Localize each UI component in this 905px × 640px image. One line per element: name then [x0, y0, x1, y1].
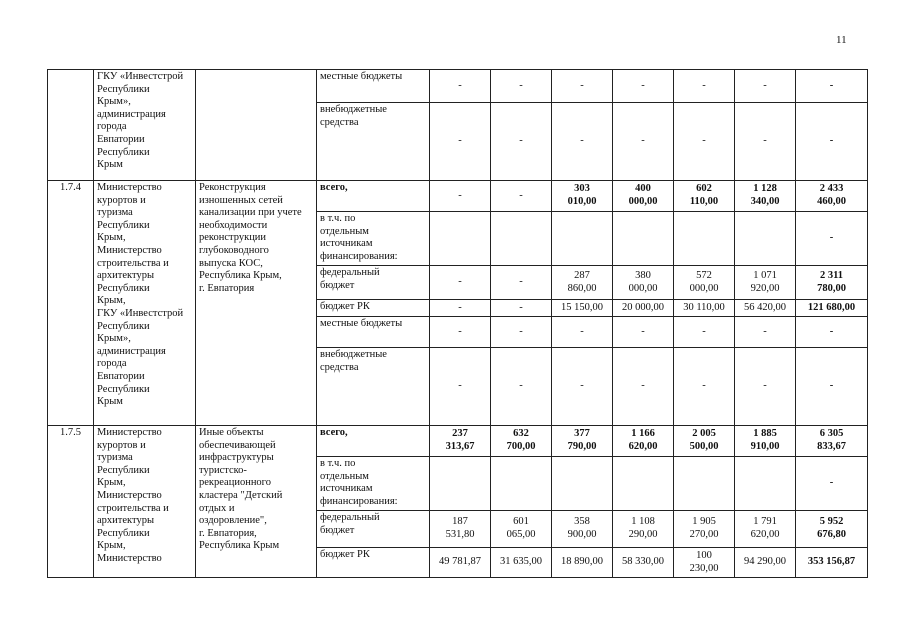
value-cell: 358 900,00 — [552, 511, 613, 548]
executor-cell: Министерство курортов и туризма Республики Крым, Министерство строительства и архитектуры Республики Крым, ГКУ «Инвестстрой Республики Крым», администрация города Евпатории Республики Крым — [94, 181, 196, 426]
value-cell: - — [735, 317, 796, 348]
value-cell: - — [674, 103, 735, 181]
index-cell: 1.7.4 — [48, 181, 94, 426]
value-cell: - — [430, 348, 491, 426]
source-label: бюджет РК — [317, 300, 430, 317]
total-cell: 2 433 460,00 — [796, 181, 868, 212]
value-cell: 100 230,00 — [674, 548, 735, 578]
value-cell: 602 110,00 — [674, 181, 735, 212]
value-cell: - — [430, 70, 491, 103]
funding-table — [47, 69, 868, 578]
page-number: 11 — [836, 34, 847, 46]
total-cell: - — [796, 317, 868, 348]
empty-cell — [430, 457, 491, 511]
total-cell: - — [796, 70, 868, 103]
empty-cell — [491, 457, 552, 511]
value-cell: - — [430, 317, 491, 348]
executor-cell: ГКУ «Инвестстрой Республики Крым», администрация города Евпатории Республики Крым — [94, 70, 196, 181]
index-cell: 1.7.5 — [48, 426, 94, 578]
value-cell: - — [491, 103, 552, 181]
value-cell: - — [491, 317, 552, 348]
object-cell: Реконструкция изношенных сетей канализации при учете необходимости реконструкции глубоководного выпуска КОС, Республика Крым, г. Евпатория — [196, 181, 317, 426]
value-cell: 237 313,67 — [430, 426, 491, 457]
source-label: федеральный бюджет — [317, 511, 430, 548]
value-cell: 572 000,00 — [674, 266, 735, 300]
value-cell: - — [674, 317, 735, 348]
value-cell: 1 791 620,00 — [735, 511, 796, 548]
empty-cell — [674, 457, 735, 511]
value-cell: 18 890,00 — [552, 548, 613, 578]
value-cell: - — [430, 266, 491, 300]
value-cell: - — [430, 300, 491, 317]
value-cell: 31 635,00 — [491, 548, 552, 578]
table-row — [48, 181, 868, 212]
value-cell: - — [552, 317, 613, 348]
value-cell: - — [491, 181, 552, 212]
empty-cell — [430, 212, 491, 266]
source-label: всего, — [317, 181, 430, 212]
value-cell: 303 010,00 — [552, 181, 613, 212]
value-cell: - — [430, 103, 491, 181]
empty-cell — [552, 457, 613, 511]
value-cell: - — [613, 317, 674, 348]
value-cell: 1 166 620,00 — [613, 426, 674, 457]
value-cell: 1 905 270,00 — [674, 511, 735, 548]
value-cell: - — [552, 103, 613, 181]
source-label: местные бюджеты — [317, 70, 430, 103]
value-cell: - — [552, 70, 613, 103]
total-cell: 2 311 780,00 — [796, 266, 868, 300]
total-cell: 353 156,87 — [796, 548, 868, 578]
value-cell: 380 000,00 — [613, 266, 674, 300]
value-cell: 601 065,00 — [491, 511, 552, 548]
total-cell: 6 305 833,67 — [796, 426, 868, 457]
source-label: в т.ч. по отдельным источникам финансирования: — [317, 457, 430, 511]
value-cell: - — [491, 300, 552, 317]
total-cell: 5 952 676,80 — [796, 511, 868, 548]
value-cell: - — [430, 181, 491, 212]
value-cell: - — [491, 266, 552, 300]
value-cell: - — [552, 348, 613, 426]
source-label: всего, — [317, 426, 430, 457]
source-label: бюджет РК — [317, 548, 430, 578]
value-cell: - — [613, 70, 674, 103]
total-cell: - — [796, 212, 868, 266]
value-cell: 287 860,00 — [552, 266, 613, 300]
value-cell: - — [491, 70, 552, 103]
value-cell: 187 531,80 — [430, 511, 491, 548]
value-cell: - — [735, 70, 796, 103]
empty-cell — [735, 212, 796, 266]
value-cell: 58 330,00 — [613, 548, 674, 578]
object-cell: Иные объекты обеспечивающей инфраструктуры туристско- рекреационного кластера "Детский отдых и оздоровление", г. Евпатория, Республика Крым — [196, 426, 317, 578]
value-cell: - — [735, 348, 796, 426]
source-label: в т.ч. по отдельным источникам финансирования: — [317, 212, 430, 266]
value-cell: - — [613, 103, 674, 181]
value-cell: 56 420,00 — [735, 300, 796, 317]
value-cell: 1 108 290,00 — [613, 511, 674, 548]
value-cell: 400 000,00 — [613, 181, 674, 212]
value-cell: - — [674, 348, 735, 426]
executor-cell: Министерство курортов и туризма Республики Крым, Министерство строительства и архитектуры Республики Крым, Министерство — [94, 426, 196, 578]
index-cell — [48, 70, 94, 181]
value-cell: 377 790,00 — [552, 426, 613, 457]
value-cell: 1 071 920,00 — [735, 266, 796, 300]
value-cell: 632 700,00 — [491, 426, 552, 457]
total-cell: 121 680,00 — [796, 300, 868, 317]
value-cell: - — [613, 348, 674, 426]
empty-cell — [613, 457, 674, 511]
source-label: внебюджетные средства — [317, 103, 430, 181]
table-row — [48, 70, 868, 103]
value-cell: 1 885 910,00 — [735, 426, 796, 457]
value-cell: - — [674, 70, 735, 103]
value-cell: 30 110,00 — [674, 300, 735, 317]
empty-cell — [552, 212, 613, 266]
value-cell: - — [491, 348, 552, 426]
source-label: федеральный бюджет — [317, 266, 430, 300]
total-cell: - — [796, 348, 868, 426]
empty-cell — [735, 457, 796, 511]
value-cell: 2 005 500,00 — [674, 426, 735, 457]
empty-cell — [491, 212, 552, 266]
total-cell: - — [796, 457, 868, 511]
value-cell: 15 150,00 — [552, 300, 613, 317]
empty-cell — [613, 212, 674, 266]
object-cell — [196, 70, 317, 181]
value-cell: 94 290,00 — [735, 548, 796, 578]
total-cell: - — [796, 103, 868, 181]
table-row — [48, 426, 868, 457]
source-label: внебюджетные средства — [317, 348, 430, 426]
empty-cell — [674, 212, 735, 266]
source-label: местные бюджеты — [317, 317, 430, 348]
value-cell: 1 128 340,00 — [735, 181, 796, 212]
value-cell: - — [735, 103, 796, 181]
value-cell: 49 781,87 — [430, 548, 491, 578]
value-cell: 20 000,00 — [613, 300, 674, 317]
